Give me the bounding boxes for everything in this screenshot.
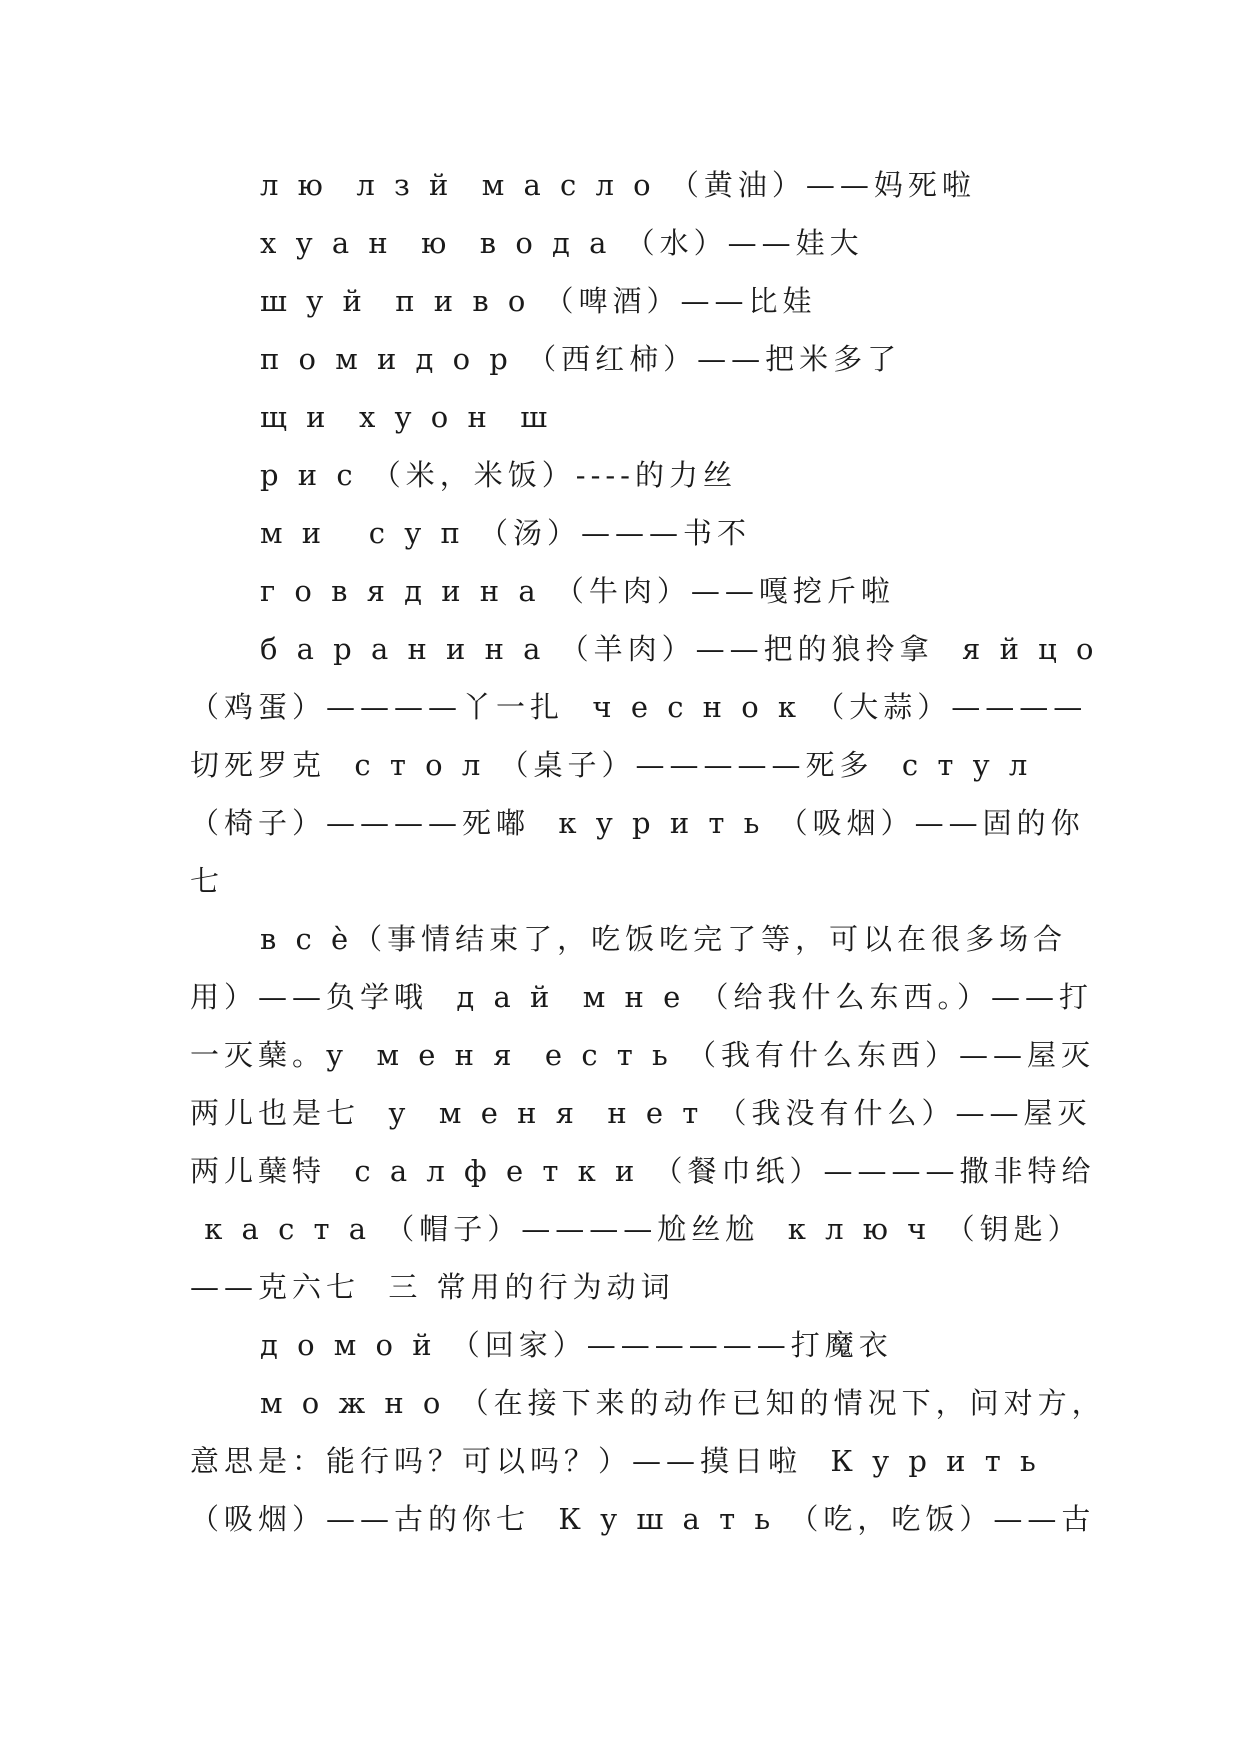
document-body <box>190 156 1106 1548</box>
paragraph-2-line-2: 用）——负学哦 д а й м н е （给我什么东西。）——打 <box>190 980 1093 1014</box>
paragraph-1-line-3: 切死罗克 с т о л （桌子）—————死多 с т у л <box>190 748 1033 782</box>
paragraph-2-line-3: 一灭蘖。у м е н я е с т ь （我有什么东西）——屋灭 <box>190 1038 1096 1072</box>
paragraph-2-line-6: к а с т а （帽子）————尬丝尬 к л ю ч （钥匙） <box>190 1212 1082 1246</box>
paragraph-2-line-1: в с è（事情结束了，吃饭吃完了等，可以在很多场合 <box>260 922 1068 956</box>
paragraph-3-line-2: 意思是：能行吗？可以吗？）——摸日啦 К у р и т ь <box>190 1444 1041 1478</box>
paragraph-2-line-4: 两儿也是七 у м е н я н е т （我没有什么）——屋灭 <box>190 1096 1092 1130</box>
vocab-line-beef: г о в я д и н а （牛肉）——嘎挖斤啦 <box>260 574 895 608</box>
vocab-line-soup: м и с у п （汤）———书不 <box>260 516 752 550</box>
paragraph-2-line-5: 两儿蘖特 с а л ф е т к и （餐巾纸）————撒非特给 <box>190 1154 1096 1188</box>
paragraph-1-line-1: б а р а н и н а （羊肉）——把的狼拎拿 я й ц о <box>260 632 1099 666</box>
vocab-line-butter: л ю л з й м а с л о （黄油）——妈死啦 <box>260 168 976 202</box>
vocab-line-beer: ш у й п и в о （啤酒）——比娃 <box>260 284 817 318</box>
paragraph-1-line-4: （椅子）————死嘟 к у р и т ь （吸烟）——固的你 <box>190 806 1085 840</box>
vocab-line-rice: р и с （米，米饭）----的力丝 <box>260 458 737 492</box>
vocab-line-home: д о м о й （回家）——————打魔衣 <box>260 1328 893 1362</box>
paragraph-1-line-5: 七 <box>190 864 225 898</box>
paragraph-3-line-1: м о ж н о （在接下来的动作已知的情况下，问对方， <box>260 1386 1106 1420</box>
paragraph-3-line-3: （吸烟）——古的你七 К у ш а т ь （吃，吃饭）——古 <box>190 1502 1096 1536</box>
paragraph-1-line-2: （鸡蛋）————丫一扎 ч е с н о к （大蒜）———— <box>190 690 1088 724</box>
vocab-line-tomato: п о м и д о р （西红柿）——把米多了 <box>260 342 902 376</box>
vocab-line-water: х у а н ю в о д а （水）——娃大 <box>260 226 864 260</box>
paragraph-2-line-7: ——克六七 三 常用的行为动词 <box>190 1270 675 1304</box>
vocab-line-fragment: щ и х у о н ш <box>260 400 553 434</box>
